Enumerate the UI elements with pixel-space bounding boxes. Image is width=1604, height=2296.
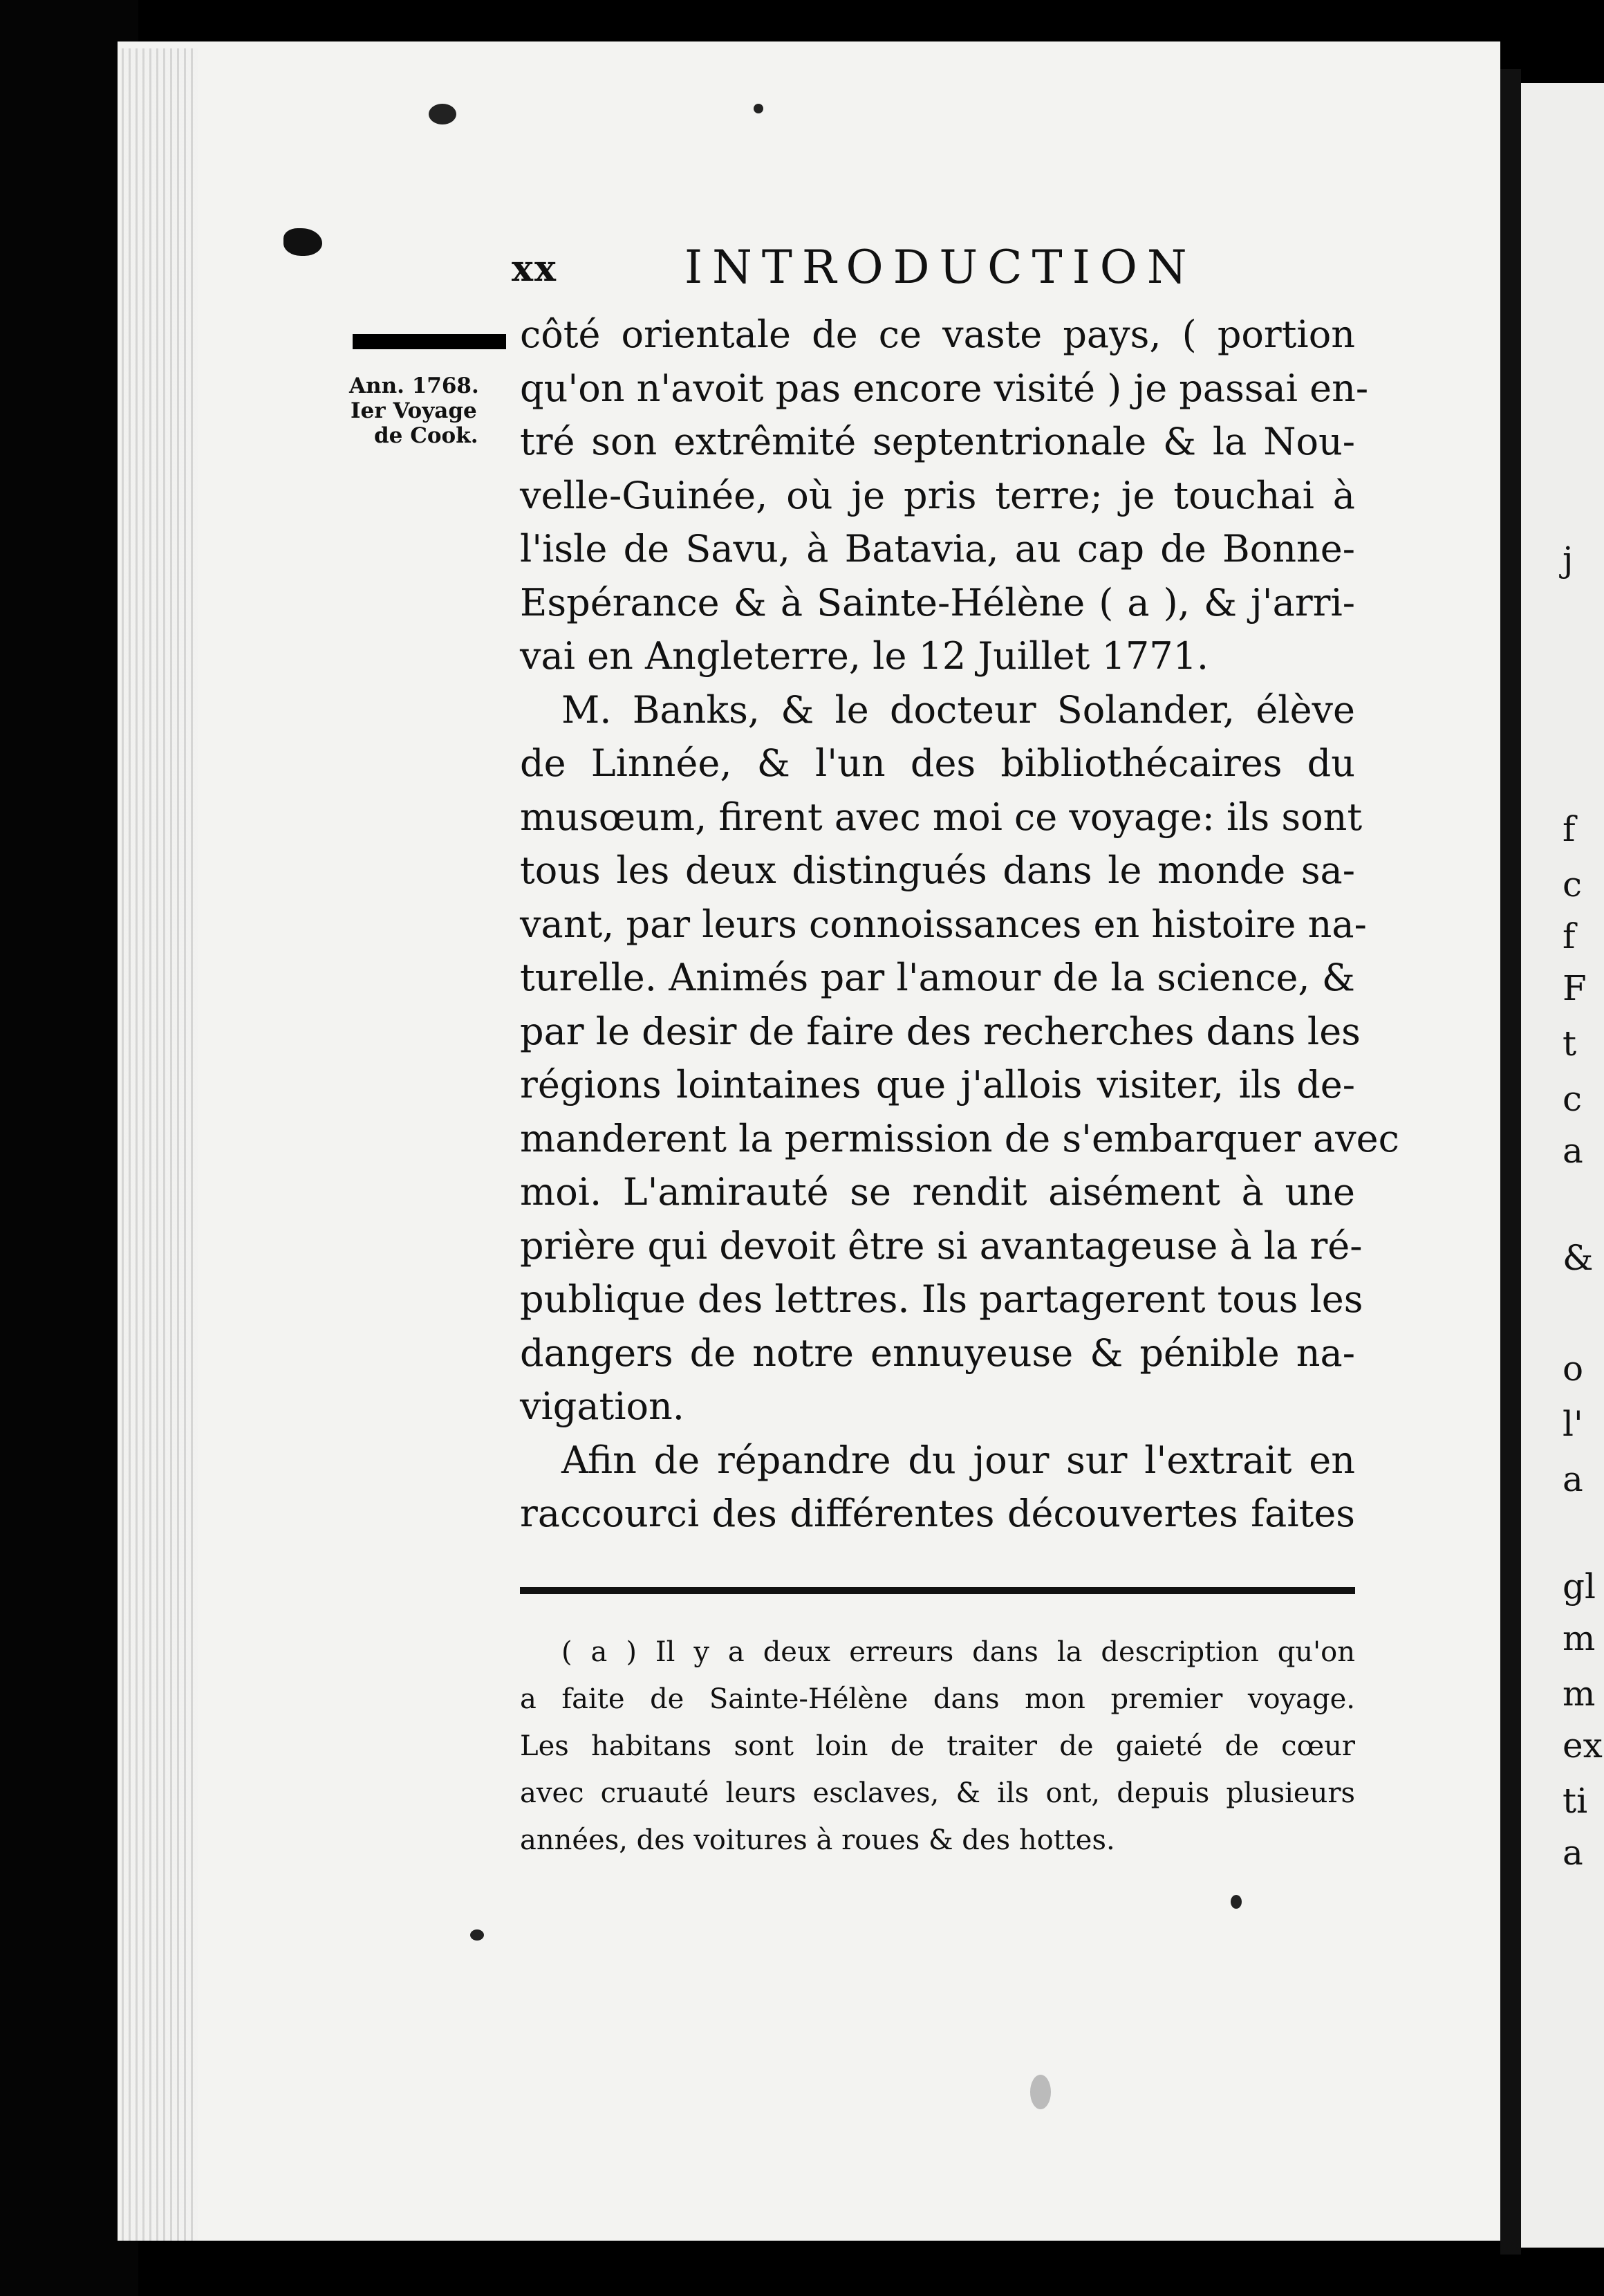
facing-fragment: o (1563, 1349, 1584, 1389)
text-line: de Linnée, & l'un des bibliothécaires du (520, 741, 1355, 785)
text-line: tré son extrêmité septentrionale & la Nou- (520, 420, 1355, 463)
facing-fragment: ti (1563, 1781, 1588, 1821)
text-line: qu'on n'avoit pas encore visité ) je passai en- (520, 366, 1369, 410)
sidenote-voyage: Ier Voyage (351, 398, 477, 423)
facing-fragment: j (1563, 539, 1574, 580)
running-head-title: INTRODUCTION (684, 241, 1197, 294)
text-line: velle-Guinée, où je pris terre; je touchai à (520, 473, 1355, 517)
facing-fragment: m (1563, 1674, 1596, 1714)
footnote-line: Les habitans sont loin de traiter de gaieté de cœur (520, 1730, 1355, 1762)
text-line: moi. L'amirauté se rendit aisément à une (520, 1170, 1355, 1214)
text-line: prière qui devoit être si avantageuse à la ré- (520, 1223, 1363, 1268)
footnote-rule (520, 1587, 1355, 1594)
page-speck (1231, 1895, 1242, 1909)
text-line: régions lointaines que j'allois visiter, ils de- (520, 1063, 1355, 1107)
facing-fragment: F (1563, 968, 1587, 1008)
footnote-line: avec cruauté leurs esclaves, & ils ont, depuis plusieurs (520, 1777, 1355, 1809)
facing-fragment: gl (1563, 1566, 1596, 1607)
page-speck (754, 104, 763, 113)
facing-fragment: l' (1563, 1404, 1583, 1444)
text-line: M. Banks, & le docteur Solander, élève (561, 687, 1355, 732)
text-line: dangers de notre ennuyeuse & pénible na- (520, 1331, 1355, 1375)
text-line: Afin de répandre du jour sur l'extrait en (561, 1438, 1355, 1482)
facing-fragment: m (1563, 1618, 1596, 1658)
facing-fragment: f (1563, 809, 1576, 849)
page-folio: xx (512, 248, 558, 290)
text-line: manderent la permission de s'embarquer avec (520, 1116, 1399, 1160)
page-speck (1030, 2075, 1051, 2109)
facing-fragment: & (1563, 1238, 1594, 1278)
page-edges (122, 48, 198, 2241)
text-line: turelle. Animés par l'amour de la science, & (520, 956, 1355, 999)
facing-fragment: ex (1563, 1725, 1603, 1766)
facing-fragment: c (1563, 1079, 1583, 1119)
facing-fragment: f (1563, 916, 1576, 956)
footnote (520, 1629, 1355, 1864)
text-line: musœum, firent avec moi ce voyage: ils sont (520, 795, 1363, 839)
text-line: vant, par leurs connoissances en histoire na- (520, 902, 1367, 946)
sidenote-author: de Cook. (374, 423, 478, 448)
text-line: l'isle de Savu, à Batavia, au cap de Bonne- (520, 527, 1355, 571)
footnote-line: a faite de Sainte-Hélène dans mon premier voyage. (520, 1683, 1355, 1715)
running-head (512, 241, 1604, 303)
footnote-line: ( a ) Il y a deux erreurs dans la description qu'on (561, 1636, 1355, 1668)
ink-blot (283, 228, 322, 256)
margin-rule (353, 334, 506, 349)
margin-sidenote (349, 373, 515, 448)
page-speck (470, 1929, 484, 1941)
text-line: tous les deux distingués dans le monde sa- (520, 849, 1355, 892)
text-line: côté orientale de ce vaste pays, ( portion (520, 313, 1355, 356)
facing-fragment: a (1563, 1833, 1583, 1873)
text-line: vai en Angleterre, le 12 Juillet 1771. (520, 634, 1209, 678)
book-gutter (1500, 69, 1521, 2255)
facing-fragment: a (1563, 1459, 1583, 1499)
text-line: publique des lettres. Ils partagerent tous les (520, 1277, 1363, 1321)
footnote-line: années, des voitures à roues & des hottes. (520, 1824, 1115, 1856)
facing-fragment: a (1563, 1131, 1583, 1171)
text-line: Espérance & à Sainte-Hélène ( a ), & j'arri- (520, 580, 1355, 624)
sidenote-year: Ann. 1768. (349, 373, 479, 398)
page-speck (429, 104, 456, 124)
facing-fragment: c (1563, 864, 1583, 905)
main-text (520, 308, 1399, 1541)
text-line: vigation. (520, 1385, 684, 1428)
text-line: par le desir de faire des recherches dans les (520, 1009, 1361, 1053)
text-line: raccourci des différentes découvertes faites (520, 1492, 1355, 1535)
facing-fragment: t (1563, 1024, 1577, 1064)
